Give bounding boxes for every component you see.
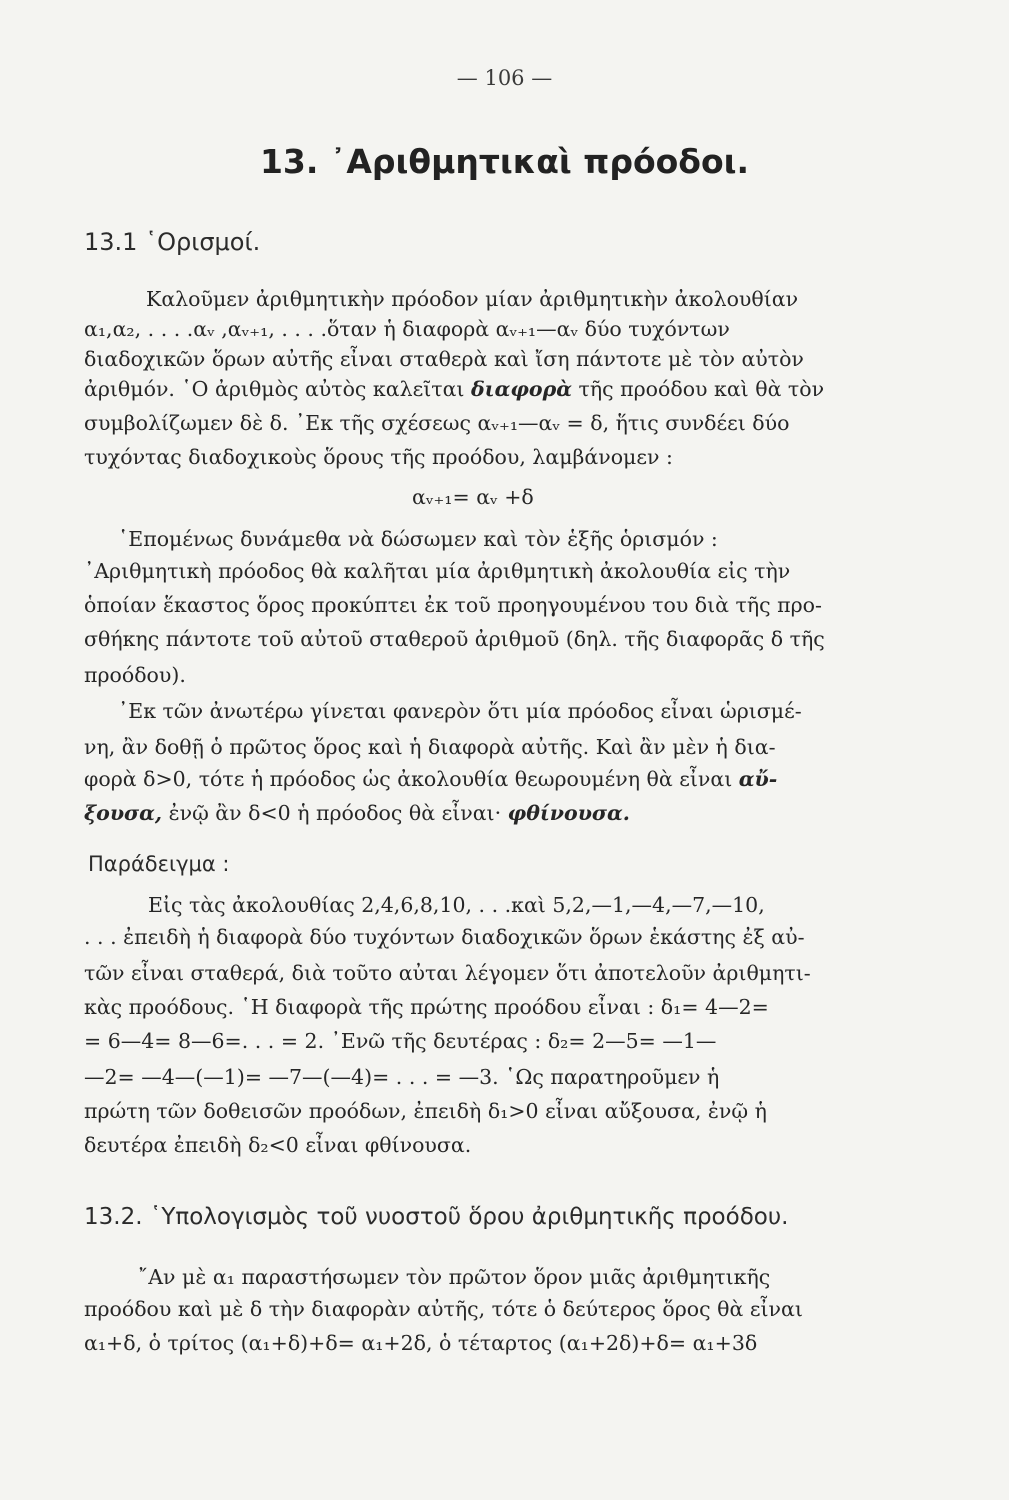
body-line: τυχόντας διαδοχικοὺς ὅρους τῆς προόδου, λαμβάνομεν : bbox=[84, 445, 673, 469]
body-text: φορὰ δ>0, τότε ἡ πρόοδος ὡς ἀκολουθία θεωρουμένη θὰ εἶναι bbox=[84, 767, 733, 791]
body-text: ἀριθμόν. ῾Ο ἀριθμὸς αὐτὸς καλεῖται bbox=[84, 377, 465, 401]
body-line bbox=[84, 376, 824, 402]
body-line: —2= —4—(—1)= —7—(—4)= . . . = —3. ῾Ως παρατηροῦμεν ἡ bbox=[84, 1065, 720, 1089]
section-heading-nth-term: 13.2. ῾Υπολογισμὸς τοῦ νυοστοῦ ὅρου ἀριθμητικῆς προόδου. bbox=[84, 1204, 789, 1230]
body-line: Εἰς τὰς ἀκολουθίας 2,4,6,8,10, . . .καὶ 5,2,—1,—4,—7,—10, bbox=[148, 893, 765, 917]
body-line: συμβολίζωμεν δὲ δ. ᾿Εκ τῆς σχέσεως αᵥ₊₁—αᵥ = δ, ἥτις συνδέει δύο bbox=[84, 411, 790, 435]
body-line: κὰς προόδους. ῾Η διαφορὰ τῆς πρώτης προόδου εἶναι : δ₁= 4—2= bbox=[84, 995, 769, 1019]
body-line: τῶν εἶναι σταθερά, διὰ τοῦτο αὐται λέγομεν ὅτι ἀποτελοῦν ἀριθμητι- bbox=[84, 961, 811, 985]
body-line: = 6—4= 8—6=. . . = 2. ᾿Ενῶ τῆς δευτέρας : δ₂= 2—5= —1— bbox=[84, 1029, 717, 1053]
term-difference: διαφορὰ bbox=[471, 377, 572, 401]
body-line: προόδου). bbox=[84, 663, 186, 687]
section-heading-definitions: 13.1 ῾Ορισμοί. bbox=[84, 228, 261, 256]
body-line: ᾿Αριθμητικὴ πρόοδος θὰ καλῆται μία ἀριθμητικὴ ἀκολουθία εἰς τὴν bbox=[84, 559, 791, 583]
body-line: Καλοῦμεν ἀριθμητικὴν πρόοδον μίαν ἀριθμητικὴν ἀκολουθίαν bbox=[146, 287, 799, 311]
example-heading: Παράδειγμα : bbox=[88, 852, 230, 876]
body-line: πρώτη τῶν δοθεισῶν προόδων, ἐπειδὴ δ₁>0 εἶναι αὔξουσα, ἐνῷ ἡ bbox=[84, 1099, 767, 1123]
body-line: α₁+δ, ὁ τρίτος (α₁+δ)+δ= α₁+2δ, ὁ τέταρτος (α₁+2δ)+δ= α₁+3δ bbox=[84, 1331, 758, 1355]
body-line: σθήκης πάντοτε τοῦ αὐτοῦ σταθεροῦ ἀριθμοῦ (δηλ. τῆς διαφορᾶς δ τῆς bbox=[84, 627, 825, 651]
page-number: — 106 — bbox=[456, 66, 553, 90]
body-line bbox=[84, 800, 630, 826]
body-line: ὁποίαν ἕκαστος ὅρος προκύπτει ἐκ τοῦ προηγουμένου του διὰ τῆς προ- bbox=[84, 593, 822, 617]
body-line: ᾿Εκ τῶν ἀνωτέρω γίνεται φανερὸν ὅτι μία πρόοδος εἶναι ὡρισμέ- bbox=[118, 699, 802, 723]
term-increasing-end: ξουσα, bbox=[84, 801, 163, 825]
chapter-title: 13. ᾿Αριθμητικαὶ πρόοδοι. bbox=[259, 142, 750, 181]
body-line: προόδου καὶ μὲ δ τὴν διαφορὰν αὐτῆς, τότε ὁ δεύτερος ὅρος θὰ εἶναι bbox=[84, 1297, 803, 1321]
term-decreasing: φθίνουσα. bbox=[507, 801, 630, 825]
body-line: α₁,α₂, . . . .αᵥ ,αᵥ₊₁, . . . .ὅταν ἡ διαφορὰ αᵥ₊₁—αᵥ δύο τυχόντων bbox=[84, 317, 730, 341]
formula: αᵥ₊₁= αᵥ +δ bbox=[412, 485, 534, 509]
body-text: τῆς προόδου καὶ θὰ τὸν bbox=[578, 377, 825, 401]
term-increasing: αὔ- bbox=[738, 767, 778, 791]
body-line: . . . ἐπειδὴ ἡ διαφορὰ δύο τυχόντων διαδοχικῶν ὅρων ἑκάστης ἐξ αὐ- bbox=[84, 925, 805, 949]
body-line: ῾Επομένως δυνάμεθα νὰ δώσωμεν καὶ τὸν ἑξῆς ὁρισμόν : bbox=[118, 527, 718, 551]
body-line: νη, ἂν δοθῇ ὁ πρῶτος ὅρος καὶ ἡ διαφορὰ αὐτῆς. Καὶ ἂν μὲν ἡ δια- bbox=[84, 735, 776, 759]
body-text: ἐνῷ ἂν δ<0 ἡ πρόοδος θὰ εἶναι· bbox=[168, 801, 502, 825]
body-line: ῎Αν μὲ α₁ παραστήσωμεν τὸν πρῶτον ὅρον μιᾶς ἀριθμητικῆς bbox=[138, 1265, 771, 1289]
body-line: δευτέρα ἐπειδὴ δ₂<0 εἶναι φθίνουσα. bbox=[84, 1133, 472, 1157]
body-line: διαδοχικῶν ὅρων αὐτῆς εἶναι σταθερὰ καὶ ἴση πάντοτε μὲ τὸν αὐτὸν bbox=[84, 347, 804, 371]
body-line bbox=[84, 766, 777, 792]
